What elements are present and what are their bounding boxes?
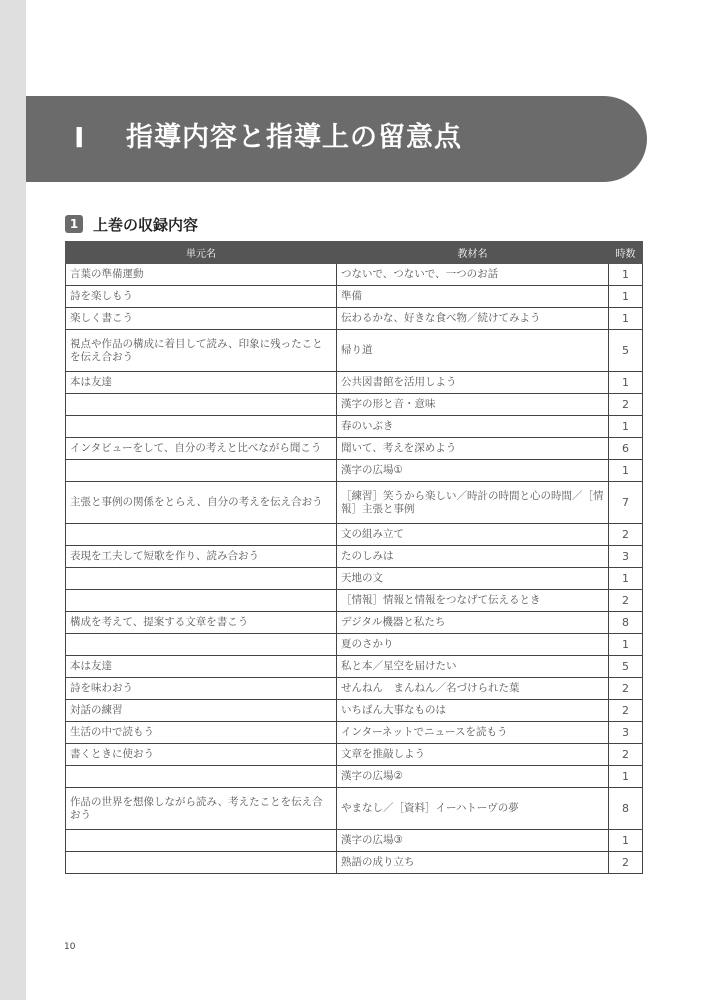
hours-cell: 5 xyxy=(609,656,643,678)
unit-cell xyxy=(66,460,337,482)
hours-cell: 3 xyxy=(609,722,643,744)
hours-cell: 3 xyxy=(609,546,643,568)
hours-cell: 1 xyxy=(609,416,643,438)
unit-cell: インタビューをして、自分の考えと比べながら聞こう xyxy=(66,438,337,460)
material-cell: 漢字の広場① xyxy=(337,460,609,482)
hours-cell: 5 xyxy=(609,330,643,372)
material-cell: 準備 xyxy=(337,286,609,308)
table-row xyxy=(66,590,643,612)
unit-cell xyxy=(66,416,337,438)
table-row xyxy=(66,308,643,330)
hours-cell: 7 xyxy=(609,482,643,524)
table-header-row xyxy=(66,242,643,264)
hours-cell: 2 xyxy=(609,678,643,700)
unit-cell: 視点や作品の構成に着目して読み、印象に残ったことを伝え合おう xyxy=(66,330,337,372)
unit-cell: 主張と事例の関係をとらえ、自分の考えを伝え合おう xyxy=(66,482,337,524)
unit-cell: 対話の練習 xyxy=(66,700,337,722)
unit-cell xyxy=(66,830,337,852)
material-cell: 夏のさかり xyxy=(337,634,609,656)
unit-cell xyxy=(66,766,337,788)
table-row xyxy=(66,524,643,546)
page-edge-strip xyxy=(0,0,26,1000)
unit-cell: 構成を考えて、提案する文章を書こう xyxy=(66,612,337,634)
material-cell: たのしみは xyxy=(337,546,609,568)
table-row xyxy=(66,394,643,416)
header-material: 教材名 xyxy=(337,242,609,264)
hours-cell: 1 xyxy=(609,460,643,482)
hours-cell: 8 xyxy=(609,612,643,634)
table-row xyxy=(66,568,643,590)
hours-cell: 2 xyxy=(609,524,643,546)
hours-cell: 1 xyxy=(609,634,643,656)
material-cell: やまなし／［資料］イーハトーヴの夢 xyxy=(337,788,609,830)
table-row xyxy=(66,678,643,700)
material-cell: いちばん大事なものは xyxy=(337,700,609,722)
chapter-title: 指導内容と指導上の留意点 xyxy=(126,122,462,153)
material-cell: ［情報］情報と情報をつなげて伝えるとき xyxy=(337,590,609,612)
unit-cell xyxy=(66,590,337,612)
unit-cell xyxy=(66,852,337,874)
table-row xyxy=(66,852,643,874)
hours-cell: 2 xyxy=(609,590,643,612)
hours-cell: 1 xyxy=(609,264,643,286)
hours-cell: 1 xyxy=(609,568,643,590)
table-row xyxy=(66,460,643,482)
table-row xyxy=(66,330,643,372)
unit-cell xyxy=(66,568,337,590)
unit-cell: 言葉の準備運動 xyxy=(66,264,337,286)
hours-cell: 1 xyxy=(609,308,643,330)
chapter-number: Ⅰ xyxy=(74,121,85,154)
hours-cell: 1 xyxy=(609,372,643,394)
unit-cell: 表現を工夫して短歌を作り、読み合おう xyxy=(66,546,337,568)
material-cell: 聞いて、考えを深めよう xyxy=(337,438,609,460)
table-row xyxy=(66,286,643,308)
unit-cell: 作品の世界を想像しながら読み、考えたことを伝え合おう xyxy=(66,788,337,830)
material-cell: デジタル機器と私たち xyxy=(337,612,609,634)
material-cell: 漢字の広場③ xyxy=(337,830,609,852)
contents-table xyxy=(65,241,643,874)
header-hours: 時数 xyxy=(609,242,643,264)
table-row xyxy=(66,766,643,788)
table-row xyxy=(66,656,643,678)
header-unit: 単元名 xyxy=(66,242,337,264)
table-row xyxy=(66,830,643,852)
unit-cell: 楽しく書こう xyxy=(66,308,337,330)
table-row xyxy=(66,788,643,830)
section-title: 上巻の収録内容 xyxy=(93,215,199,234)
unit-cell: 本は友達 xyxy=(66,656,337,678)
material-cell: 天地の文 xyxy=(337,568,609,590)
hours-cell: 1 xyxy=(609,830,643,852)
material-cell: 帰り道 xyxy=(337,330,609,372)
table-row xyxy=(66,372,643,394)
hours-cell: 6 xyxy=(609,438,643,460)
material-cell: 私と本／星空を届けたい xyxy=(337,656,609,678)
chapter-banner xyxy=(26,96,647,182)
table-row xyxy=(66,700,643,722)
unit-cell: 詩を楽しもう xyxy=(66,286,337,308)
hours-cell: 2 xyxy=(609,700,643,722)
hours-cell: 2 xyxy=(609,744,643,766)
material-cell: 公共図書館を活用しよう xyxy=(337,372,609,394)
material-cell: 文章を推敲しよう xyxy=(337,744,609,766)
hours-cell: 8 xyxy=(609,788,643,830)
unit-cell xyxy=(66,634,337,656)
material-cell: 漢字の広場② xyxy=(337,766,609,788)
table-row xyxy=(66,634,643,656)
material-cell: インターネットでニュースを読もう xyxy=(337,722,609,744)
table-row xyxy=(66,416,643,438)
unit-cell: 生活の中で読もう xyxy=(66,722,337,744)
material-cell: せんねん まんねん／名づけられた葉 xyxy=(337,678,609,700)
table-row xyxy=(66,744,643,766)
unit-cell: 詩を味わおう xyxy=(66,678,337,700)
table-row xyxy=(66,482,643,524)
material-cell: 春のいぶき xyxy=(337,416,609,438)
table-row xyxy=(66,264,643,286)
section-number-badge: 1 xyxy=(65,215,83,233)
hours-cell: 2 xyxy=(609,852,643,874)
material-cell: 伝わるかな、好きな食べ物／続けてみよう xyxy=(337,308,609,330)
unit-cell: 書くときに使おう xyxy=(66,744,337,766)
unit-cell xyxy=(66,394,337,416)
table-row xyxy=(66,546,643,568)
table-row xyxy=(66,612,643,634)
material-cell: 文の組み立て xyxy=(337,524,609,546)
page-number: 10 xyxy=(64,942,76,952)
section-heading xyxy=(65,214,198,234)
table-row xyxy=(66,438,643,460)
hours-cell: 1 xyxy=(609,766,643,788)
table-row xyxy=(66,722,643,744)
hours-cell: 2 xyxy=(609,394,643,416)
material-cell: 漢字の形と音・意味 xyxy=(337,394,609,416)
material-cell: ［練習］笑うから楽しい／時計の時間と心の時間／［情報］主張と事例 xyxy=(337,482,609,524)
material-cell: つないで、つないで、一つのお話 xyxy=(337,264,609,286)
unit-cell xyxy=(66,524,337,546)
hours-cell: 1 xyxy=(609,286,643,308)
material-cell: 熟語の成り立ち xyxy=(337,852,609,874)
unit-cell: 本は友達 xyxy=(66,372,337,394)
